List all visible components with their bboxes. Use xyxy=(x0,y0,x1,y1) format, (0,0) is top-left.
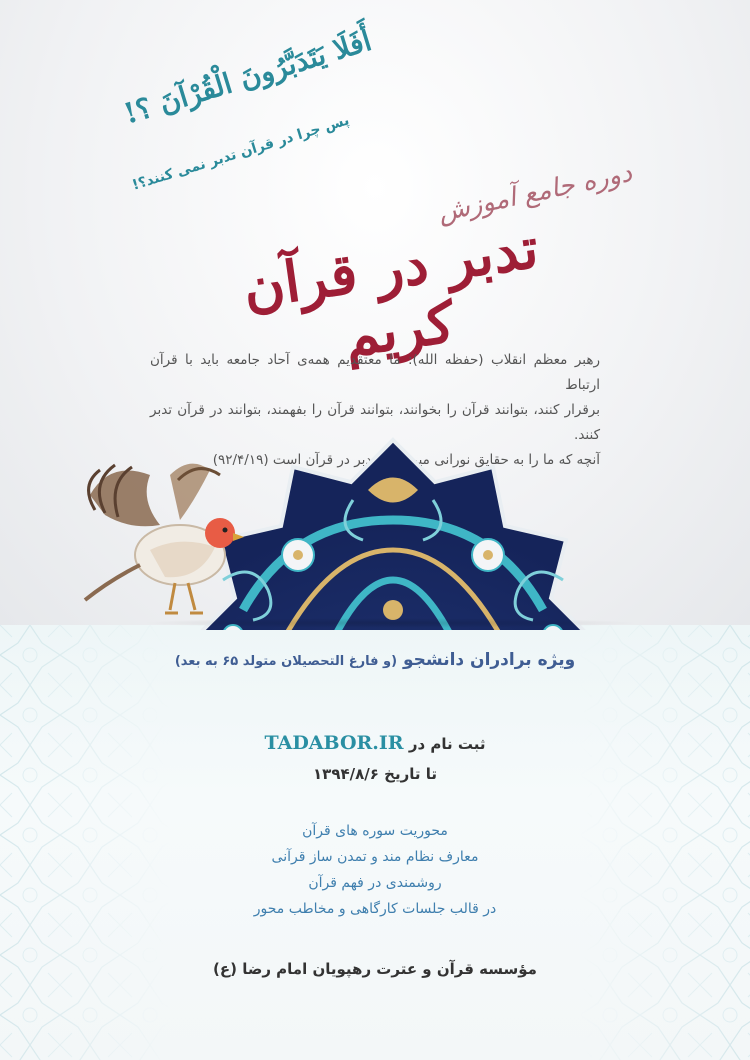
ayah-calligraphy: أَفَلَا يَتَدَبَّرُونَ الْقُرْآنَ ؟! xyxy=(119,23,376,131)
ayah-translation: پس چرا در قرآن تدبر نمی کنند؟! xyxy=(130,112,352,194)
topic-item: در قالب جلسات کارگاهی و مخاطب محور xyxy=(253,901,497,917)
registration-prefix: ثبت نام در xyxy=(408,735,486,753)
registration-deadline: تا تاریخ ۱۳۹۴/۸/۶ xyxy=(313,765,437,783)
registration-line xyxy=(200,732,550,754)
geometric-pattern-left xyxy=(0,625,170,1060)
audience-main: ویژه برادران دانشجو xyxy=(403,650,576,670)
topic-item: محوریت سوره های قرآن xyxy=(302,823,448,839)
bird-illustration xyxy=(70,455,245,620)
registration-site-link[interactable]: TADABOR.IR xyxy=(264,732,404,754)
topics-list xyxy=(200,818,550,922)
quote-line-3: آنچه که ما را به حقایق نورانی میرساند، تدبر در قرآن است (۹۲/۴/۱۹) xyxy=(212,452,600,468)
course-subtitle: دوره جامع آموزش xyxy=(435,157,635,229)
audience-sub: (و فارغ التحصیلان متولد ۶۵ به بعد) xyxy=(174,654,398,669)
topic-item: معارف نظام مند و تمدن ساز قرآنی xyxy=(271,849,479,865)
institute-name: مؤسسه قرآن و عترت رهپویان امام رضا (ع) xyxy=(213,960,537,978)
geometric-pattern-right xyxy=(580,625,750,1060)
topic-item: روشمندی در فهم قرآن xyxy=(308,875,442,891)
quote-line-2: برقرار کنند، بتوانند قرآن را بخوانند، بتوانند قرآن را بفهمند، بتوانند در قرآن تدبر کنند. xyxy=(150,402,600,443)
quote-line-1: رهبر معظم انقلاب (حفظه الله): ما معتقدیم همه‌ی آحاد جامعه باید با قرآن ارتباط xyxy=(150,352,600,393)
course-title: تدبر در قرآن کریم xyxy=(239,214,543,370)
audience-banner xyxy=(150,650,600,670)
